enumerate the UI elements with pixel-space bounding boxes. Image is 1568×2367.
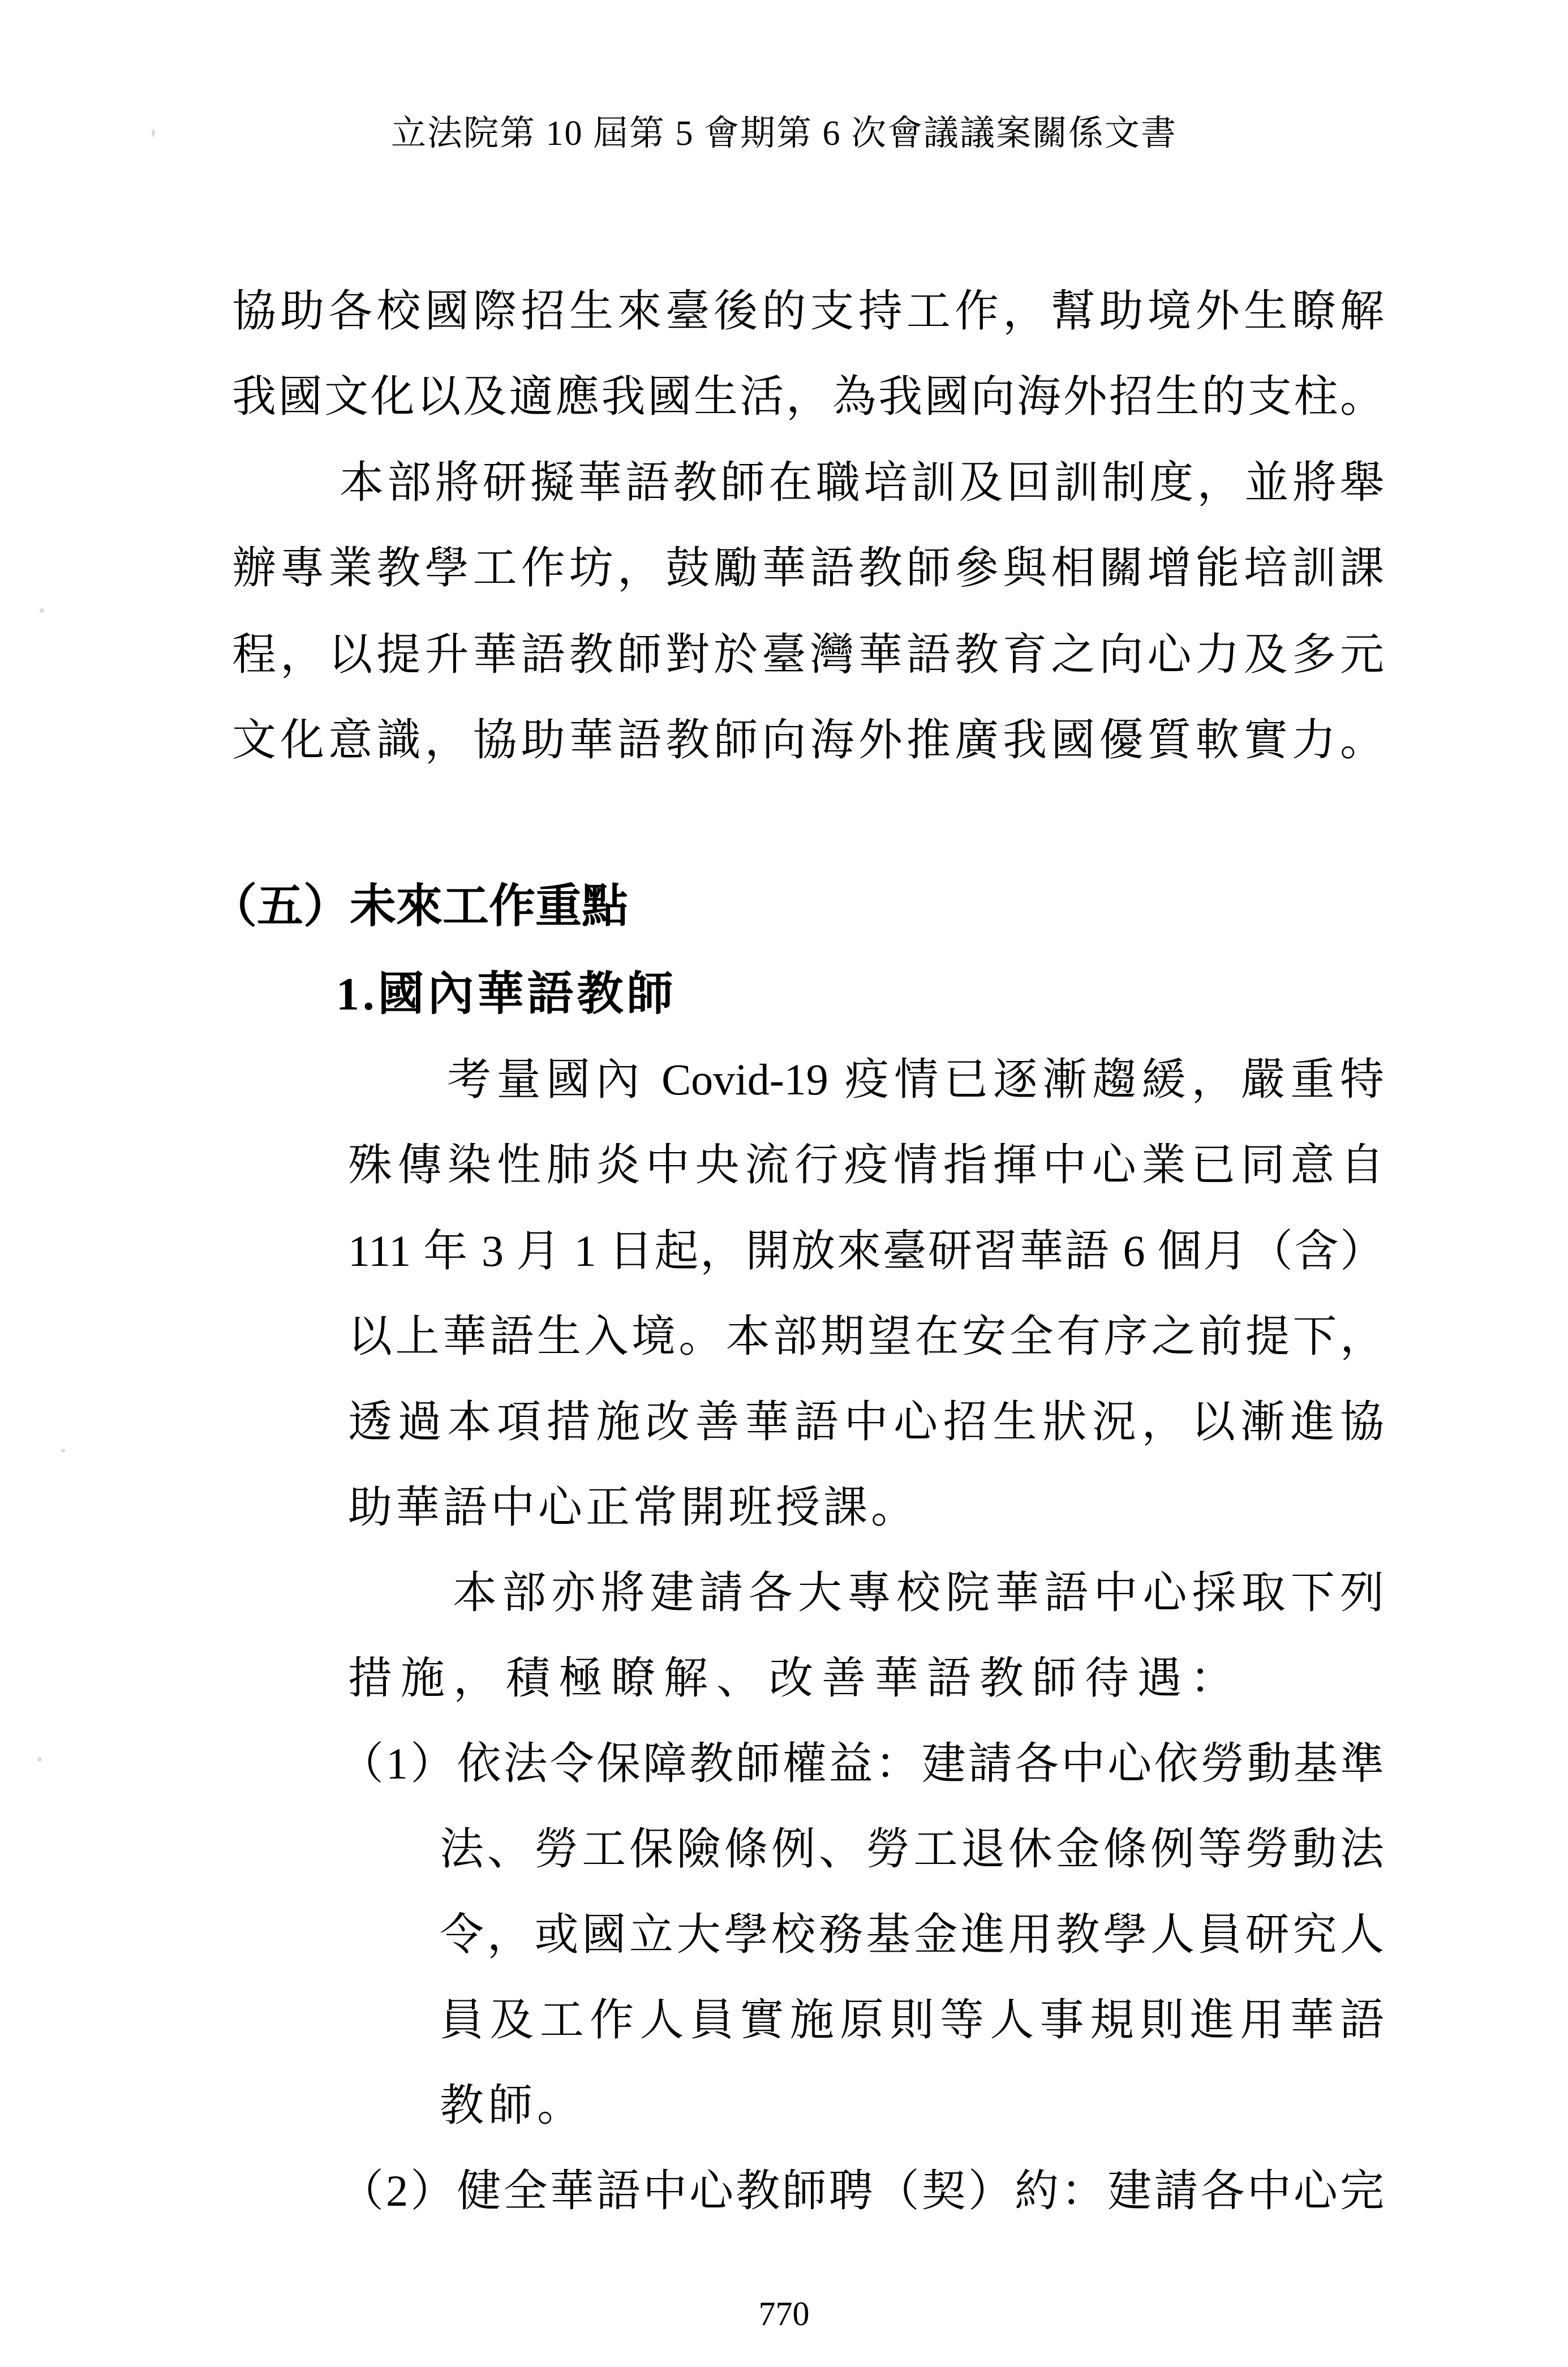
numbered-item-line: 令，或國立大學校務基金進用教學人員研究人 — [440, 1910, 1384, 1959]
body-line: 殊傳染性肺炎中央流行疫情指揮中心業已同意自 — [348, 1140, 1384, 1189]
body-line: 以上華語生入境。本部期望在安全有序之前提下， — [348, 1312, 1384, 1361]
numbered-item-line: （1）依法令保障教師權益：建請各中心依勞動基準 — [340, 1739, 1384, 1788]
section-heading: （五）未來工作重點 — [211, 880, 629, 932]
page-number: 770 — [758, 2295, 810, 2332]
body-line: 我國文化以及適應我國生活，為我國向海外招生的支柱。 — [232, 372, 1384, 421]
numbered-item-line: 教師。 — [440, 2081, 586, 2130]
body-line: 協助各校國際招生來臺後的支持工作，幫助境外生瞭解 — [232, 286, 1384, 336]
numbered-item-line: 法、勞工保險條例、勞工退休金條例等勞動法 — [440, 1824, 1384, 1874]
subsection-heading: 1.國內華語教師 — [336, 968, 677, 1020]
body-line: 111 年 3 月 1 日起，開放來臺研習華語 6 個月（含） — [348, 1226, 1384, 1275]
body-line: 文化意識，協助華語教師向海外推廣我國優質軟實力。 — [232, 715, 1384, 764]
body-line: 程，以提升華語教師對於臺灣華語教育之向心力及多元 — [232, 630, 1384, 679]
body-line: 考量國內 Covid-19 疫情已逐漸趨緩，嚴重特 — [447, 1055, 1384, 1104]
body-line: 助華語中心正常開班授課。 — [348, 1483, 919, 1532]
scan-speck — [37, 1757, 42, 1762]
numbered-item-line: 員及工作人員實施原則等人事規則進用華語 — [440, 1995, 1384, 2044]
body-line: 本部將研擬華語教師在職培訓及回訓制度，並將舉 — [340, 458, 1384, 507]
body-line: 辦專業教學工作坊，鼓勵華語教師參與相關增能培訓課 — [232, 543, 1384, 592]
scan-speck — [61, 1449, 65, 1453]
body-line: 本部亦將建請各大專校院華語中心採取下列 — [453, 1568, 1384, 1617]
document-header: 立法院第 10 屆第 5 會期第 6 次會議議案關係文書 — [390, 114, 1177, 153]
scan-speck — [40, 608, 44, 613]
scan-speck — [152, 129, 155, 137]
body-line: 措施，積極瞭解、改善華語教師待遇： — [348, 1653, 1243, 1703]
numbered-item-line: （2）健全華語中心教師聘（契）約：建請各中心完 — [340, 2166, 1384, 2215]
body-line: 透過本項措施改善華語中心招生狀況，以漸進協 — [348, 1397, 1384, 1446]
